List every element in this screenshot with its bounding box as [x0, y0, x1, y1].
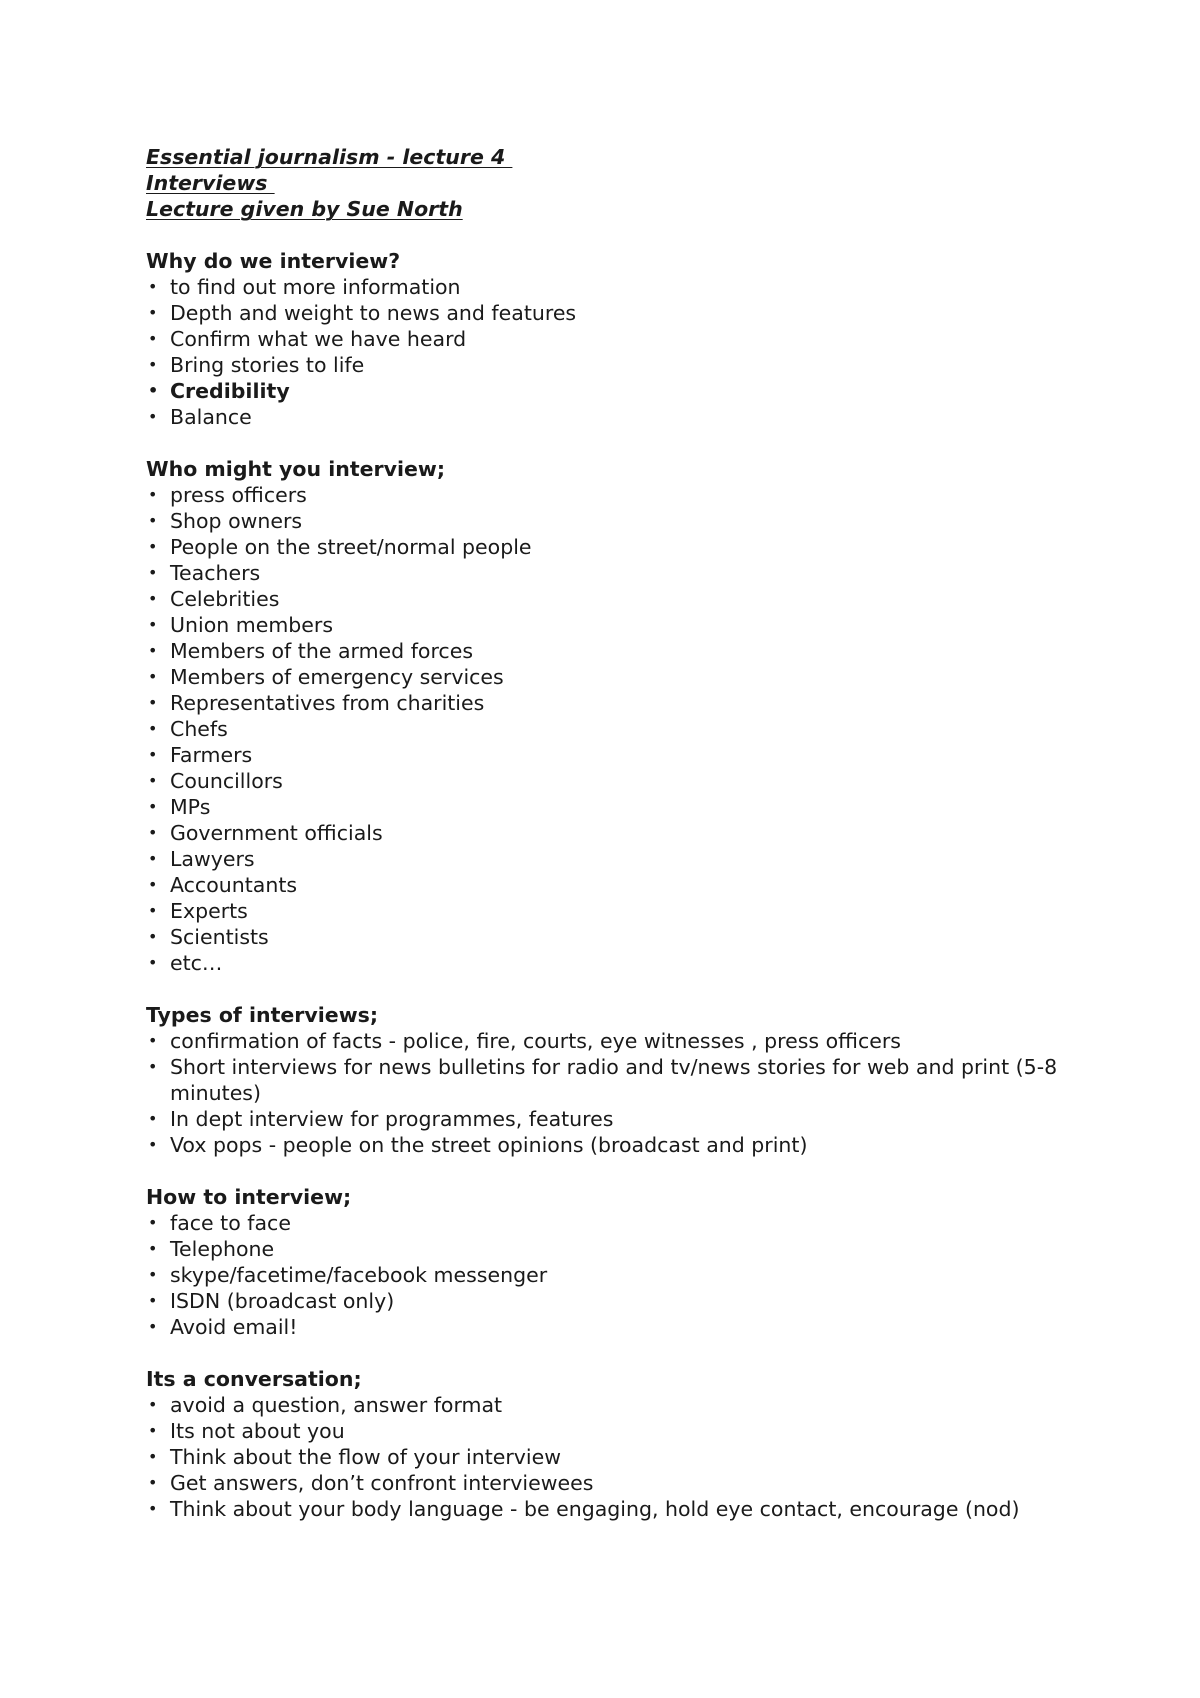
list-item	[146, 1210, 1066, 1236]
section-heading: Who might you interview;	[146, 457, 446, 481]
list-item-text: Depth and weight to news and features	[170, 301, 577, 325]
list-item-text: Think about the flow of your interview	[170, 1445, 562, 1469]
list-item	[146, 716, 1066, 742]
list-item	[146, 898, 1066, 924]
list-item	[146, 794, 1066, 820]
bullet-icon: •	[148, 823, 158, 842]
list-item	[146, 1262, 1066, 1288]
list-item	[146, 1236, 1066, 1262]
bullet-icon: •	[148, 1135, 158, 1154]
bullet-icon: •	[148, 1317, 158, 1336]
list-item	[146, 846, 1066, 872]
list-item	[146, 378, 1066, 404]
bullet-icon: •	[148, 1031, 158, 1050]
bullet-list	[146, 1210, 1066, 1340]
list-item-text: Telephone	[170, 1237, 275, 1261]
bullet-icon: •	[148, 875, 158, 894]
list-item-text: Credibility	[170, 379, 290, 403]
section-heading: Why do we interview?	[146, 249, 401, 273]
bullet-icon: •	[148, 407, 158, 426]
list-item	[146, 586, 1066, 612]
list-item	[146, 404, 1066, 430]
list-item	[146, 924, 1066, 950]
bullet-icon: •	[148, 615, 158, 634]
bullet-icon: •	[148, 901, 158, 920]
list-item	[146, 1106, 1066, 1132]
list-item	[146, 638, 1066, 664]
list-item	[146, 872, 1066, 898]
list-item-text: People on the street/normal people	[170, 535, 532, 559]
list-item-text: In dept interview for programmes, features	[170, 1107, 614, 1131]
list-item-text: Experts	[170, 899, 248, 923]
list-item-text: etc…	[170, 951, 223, 975]
list-item-text: Government officials	[170, 821, 383, 845]
list-item-text: confirmation of facts - police, fire, courts, eye witnesses , press officers	[170, 1029, 901, 1053]
list-item	[146, 534, 1066, 560]
list-item	[146, 950, 1066, 976]
list-item	[146, 560, 1066, 586]
list-item-text: Representatives from charities	[170, 691, 485, 715]
list-item-text: Confirm what we have heard	[170, 327, 467, 351]
list-item-text: Members of the armed forces	[170, 639, 473, 663]
lecture-title: Essential journalism - lecture 4	[146, 145, 513, 169]
section-heading: Its a conversation;	[146, 1367, 362, 1391]
list-item-text: Avoid email!	[170, 1315, 298, 1339]
bullet-icon: •	[148, 1499, 158, 1518]
section	[146, 456, 1066, 976]
list-item	[146, 1496, 1066, 1522]
bullet-icon: •	[148, 329, 158, 348]
lecture-topic: Interviews	[146, 171, 275, 195]
list-item-text: Shop owners	[170, 509, 303, 533]
section-heading: How to interview;	[146, 1185, 352, 1209]
list-item	[146, 326, 1066, 352]
lecture-author: Lecture given by Sue North	[146, 197, 463, 221]
list-item	[146, 664, 1066, 690]
list-item-text: Chefs	[170, 717, 228, 741]
list-item	[146, 1418, 1066, 1444]
list-item-text: Councillors	[170, 769, 283, 793]
list-item-text: Members of emergency services	[170, 665, 504, 689]
list-item-text: skype/facetime/facebook messenger	[170, 1263, 548, 1287]
list-item	[146, 820, 1066, 846]
list-item	[146, 482, 1066, 508]
document-header	[146, 144, 1066, 222]
bullet-icon: •	[148, 1291, 158, 1310]
bullet-icon: •	[148, 1109, 158, 1128]
list-item	[146, 1470, 1066, 1496]
list-item	[146, 508, 1066, 534]
list-item	[146, 690, 1066, 716]
bullet-icon: •	[148, 771, 158, 790]
bullet-icon: •	[148, 745, 158, 764]
list-item	[146, 1444, 1066, 1470]
bullet-icon: •	[148, 589, 158, 608]
bullet-icon: •	[148, 277, 158, 296]
bullet-icon: •	[148, 1239, 158, 1258]
bullet-icon: •	[148, 381, 159, 400]
list-item	[146, 612, 1066, 638]
section-heading: Types of interviews;	[146, 1003, 379, 1027]
list-item-text: Accountants	[170, 873, 298, 897]
bullet-list	[146, 1392, 1066, 1522]
section	[146, 1002, 1066, 1158]
list-item	[146, 300, 1066, 326]
bullet-icon: •	[148, 1447, 158, 1466]
bullet-icon: •	[148, 667, 158, 686]
bullet-icon: •	[148, 797, 158, 816]
bullet-list	[146, 274, 1066, 430]
list-item	[146, 1288, 1066, 1314]
list-item-text: Lawyers	[170, 847, 255, 871]
section	[146, 1184, 1066, 1340]
list-item-text: Vox pops - people on the street opinions (broadcast and print)	[170, 1133, 808, 1157]
bullet-icon: •	[148, 849, 158, 868]
list-item	[146, 1314, 1066, 1340]
list-item	[146, 1132, 1066, 1158]
list-item	[146, 352, 1066, 378]
list-item-text: Celebrities	[170, 587, 280, 611]
bullet-icon: •	[148, 1473, 158, 1492]
list-item-text: ISDN (broadcast only)	[170, 1289, 395, 1313]
bullet-icon: •	[148, 1265, 158, 1284]
bullet-icon: •	[148, 1421, 158, 1440]
list-item-text: avoid a question, answer format	[170, 1393, 503, 1417]
bullet-icon: •	[148, 719, 158, 738]
list-item-text: face to face	[170, 1211, 291, 1235]
bullet-icon: •	[148, 485, 158, 504]
list-item	[146, 1054, 1066, 1106]
list-item-text: Think about your body language - be engaging, hold eye contact, encourage (nod)	[170, 1497, 1020, 1521]
bullet-icon: •	[148, 953, 158, 972]
bullet-icon: •	[148, 927, 158, 946]
list-item-text: Union members	[170, 613, 334, 637]
bullet-icon: •	[148, 511, 158, 530]
bullet-list	[146, 1028, 1066, 1158]
list-item-text: Balance	[170, 405, 252, 429]
list-item-text: to find out more information	[170, 275, 461, 299]
document-page	[146, 144, 1066, 1522]
section	[146, 248, 1066, 430]
list-item-text: Scientists	[170, 925, 269, 949]
list-item-text: MPs	[170, 795, 211, 819]
document-body	[146, 248, 1066, 1522]
list-item	[146, 742, 1066, 768]
list-item-text: press officers	[170, 483, 307, 507]
list-item	[146, 1392, 1066, 1418]
list-item-text: Get answers, don’t confront interviewees	[170, 1471, 594, 1495]
list-item-text: Its not about you	[170, 1419, 345, 1443]
bullet-icon: •	[148, 641, 158, 660]
bullet-icon: •	[148, 355, 158, 374]
list-item-text: Bring stories to life	[170, 353, 365, 377]
bullet-icon: •	[148, 563, 158, 582]
section	[146, 1366, 1066, 1522]
bullet-icon: •	[148, 537, 158, 556]
bullet-icon: •	[148, 303, 158, 322]
bullet-icon: •	[148, 693, 158, 712]
bullet-icon: •	[148, 1057, 158, 1076]
list-item-text: Short interviews for news bulletins for radio and tv/news stories for web and print (5-8 minutes)	[170, 1055, 1058, 1105]
bullet-icon: •	[148, 1213, 158, 1232]
bullet-icon: •	[148, 1395, 158, 1414]
list-item	[146, 768, 1066, 794]
list-item	[146, 1028, 1066, 1054]
list-item-text: Farmers	[170, 743, 253, 767]
bullet-list	[146, 482, 1066, 976]
list-item-text: Teachers	[170, 561, 261, 585]
list-item	[146, 274, 1066, 300]
